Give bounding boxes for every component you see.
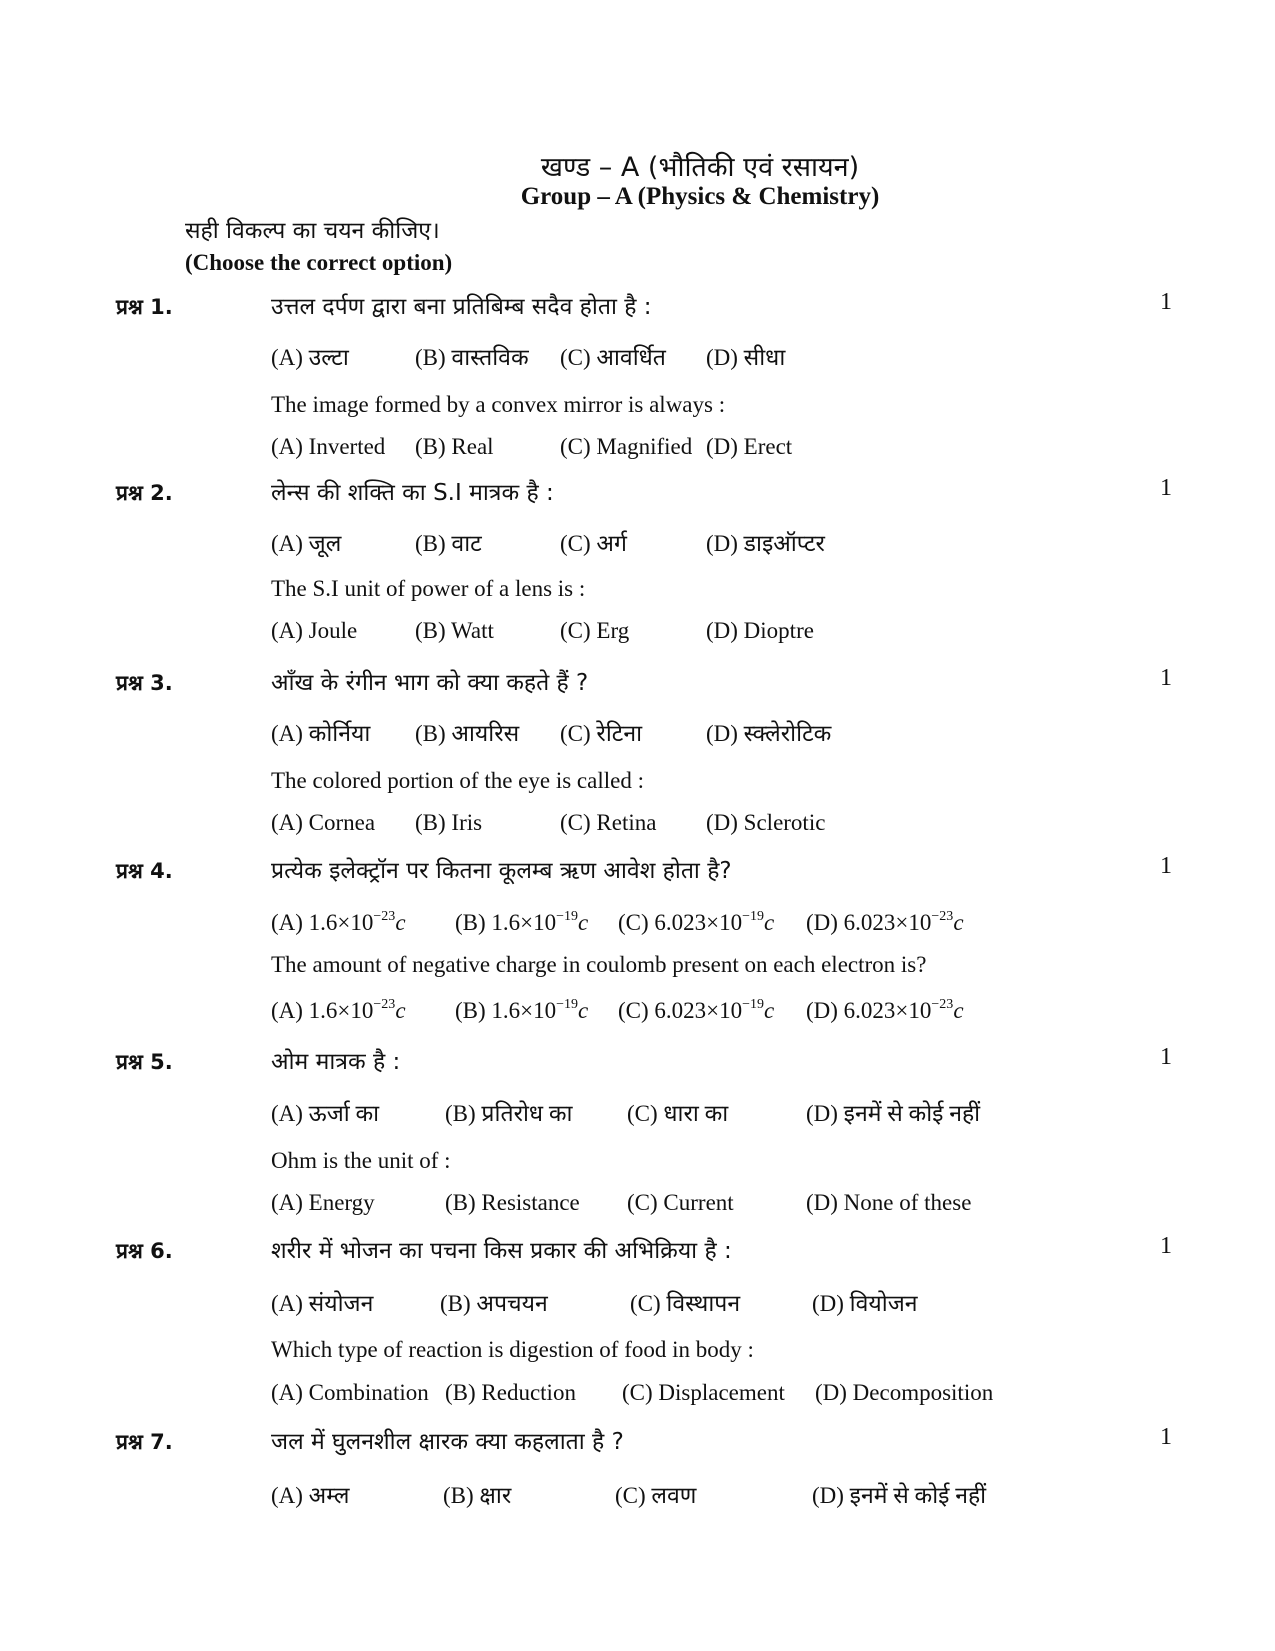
question-label: प्रश्न 4.	[116, 859, 173, 883]
question-marks: 1	[1160, 853, 1172, 879]
option-english: (A) Cornea	[271, 810, 376, 835]
question-marks: 1	[1160, 1233, 1172, 1259]
question-label: प्रश्न 2.	[116, 481, 173, 505]
option-scientific: (D) $6.023\times 10^{-23}c$	[806, 909, 964, 935]
question-label: प्रश्न 3.	[116, 671, 173, 695]
option-english: (B) Iris	[415, 810, 483, 835]
option-hindi: (A) जूल	[271, 531, 342, 556]
option-scientific: (A) $1.6\times 10^{-23}c$	[271, 909, 406, 935]
option-english: (B) Resistance	[445, 1190, 580, 1215]
option-hindi: (D) इनमें से कोई नहीं	[812, 1483, 987, 1508]
section-title-hindi: खण्ड – A (भौतिकी एवं रसायन)	[540, 152, 860, 183]
option-english: (C) Current	[627, 1190, 734, 1215]
question-text-hindi: आँख के रंगीन भाग को क्या कहते हैं ?	[271, 670, 589, 696]
option-english: (D) Dioptre	[706, 618, 814, 643]
question-label: प्रश्न 6.	[116, 1239, 173, 1263]
question-text-english: Which type of reaction is digestion of food in body :	[271, 1337, 754, 1362]
option-english: (C) Retina	[560, 810, 657, 835]
question-text-hindi: लेन्स की शक्ति का S.I मात्रक है :	[271, 480, 554, 506]
option-hindi: (A) संयोजन	[271, 1291, 374, 1316]
option-hindi: (A) ऊर्जा का	[271, 1101, 380, 1126]
option-english: (A) Joule	[271, 618, 358, 643]
option-hindi: (C) अर्ग	[560, 531, 627, 556]
option-scientific: (B) $1.6\times 10^{-19}c$	[455, 909, 589, 935]
option-hindi: (B) प्रतिरोध का	[445, 1101, 573, 1126]
question-text-english: The image formed by a convex mirror is always :	[271, 392, 726, 417]
option-english: (B) Watt	[415, 618, 494, 643]
option-english: (B) Reduction	[445, 1380, 576, 1405]
option-scientific: (B) $1.6\times 10^{-19}c$	[455, 997, 589, 1023]
option-hindi: (D) डाइऑप्टर	[706, 531, 825, 556]
option-english: (D) Erect	[706, 434, 793, 459]
option-hindi: (D) स्क्लेरोटिक	[706, 721, 832, 746]
question-text-hindi: जल में घुलनशील क्षारक क्या कहलाता है ?	[271, 1429, 624, 1455]
option-hindi: (D) वियोजन	[812, 1291, 918, 1316]
option-english: (B) Real	[415, 434, 494, 459]
option-hindi: (B) आयरिस	[415, 721, 520, 746]
option-english: (C) Magnified	[560, 434, 693, 459]
question-marks: 1	[1160, 475, 1172, 501]
option-hindi: (A) अम्ल	[271, 1483, 350, 1508]
option-hindi: (C) रेटिना	[560, 721, 643, 746]
question-marks: 1	[1160, 1424, 1172, 1450]
question-text-hindi: शरीर में भोजन का पचना किस प्रकार की अभिक्रिया है :	[271, 1238, 732, 1264]
instruction-english: (Choose the correct option)	[185, 250, 453, 275]
option-english: (D) Sclerotic	[706, 810, 826, 835]
question-marks: 1	[1160, 1044, 1172, 1070]
option-english: (A) Inverted	[271, 434, 386, 459]
instruction-hindi: सही विकल्प का चयन कीजिए।	[185, 218, 440, 244]
option-hindi: (B) अपचयन	[440, 1291, 548, 1316]
question-label: प्रश्न 1.	[116, 295, 173, 319]
option-scientific: (A) $1.6\times 10^{-23}c$	[271, 997, 406, 1023]
question-label: प्रश्न 7.	[116, 1430, 173, 1454]
option-english: (C) Displacement	[622, 1380, 785, 1405]
question-text-hindi: ओम मात्रक है :	[271, 1049, 401, 1075]
question-marks: 1	[1160, 289, 1172, 315]
option-hindi: (D) सीधा	[706, 345, 786, 370]
option-scientific: (C) $6.023\times 10^{-19}c$	[618, 909, 775, 935]
option-hindi: (A) कोर्निया	[271, 721, 371, 746]
option-english: (A) Energy	[271, 1190, 375, 1215]
option-hindi: (A) उल्टा	[271, 345, 349, 370]
option-english: (D) Decomposition	[815, 1380, 994, 1405]
question-marks: 1	[1160, 665, 1172, 691]
question-text-hindi: प्रत्येक इलेक्ट्रॉन पर कितना कूलम्ब ऋण आवेश होता है?	[271, 858, 732, 884]
option-hindi: (B) क्षार	[443, 1483, 512, 1508]
option-hindi: (B) वाट	[415, 531, 482, 556]
option-english: (A) Combination	[271, 1380, 429, 1405]
option-hindi: (C) विस्थापन	[630, 1291, 741, 1316]
option-hindi: (C) धारा का	[627, 1101, 729, 1126]
question-text-english: Ohm is the unit of :	[271, 1148, 451, 1173]
option-scientific: (C) $6.023\times 10^{-19}c$	[618, 997, 775, 1023]
question-text-english: The S.I unit of power of a lens is :	[271, 576, 586, 601]
option-hindi: (C) लवण	[615, 1483, 697, 1508]
option-english: (D) None of these	[806, 1190, 972, 1215]
question-text-hindi: उत्तल दर्पण द्वारा बना प्रतिबिम्ब सदैव होता है :	[271, 294, 652, 320]
option-hindi: (D) इनमें से कोई नहीं	[806, 1101, 981, 1126]
question-text-english: The amount of negative charge in coulomb present on each electron is?	[271, 952, 927, 977]
option-english: (C) Erg	[560, 618, 630, 643]
question-label: प्रश्न 5.	[116, 1050, 173, 1074]
section-title-english: Group – A (Physics & Chemistry)	[520, 183, 880, 210]
option-hindi: (B) वास्तविक	[415, 345, 529, 370]
question-text-english: The colored portion of the eye is called :	[271, 768, 644, 793]
option-scientific: (D) $6.023\times 10^{-23}c$	[806, 997, 964, 1023]
option-hindi: (C) आवर्धित	[560, 345, 666, 370]
